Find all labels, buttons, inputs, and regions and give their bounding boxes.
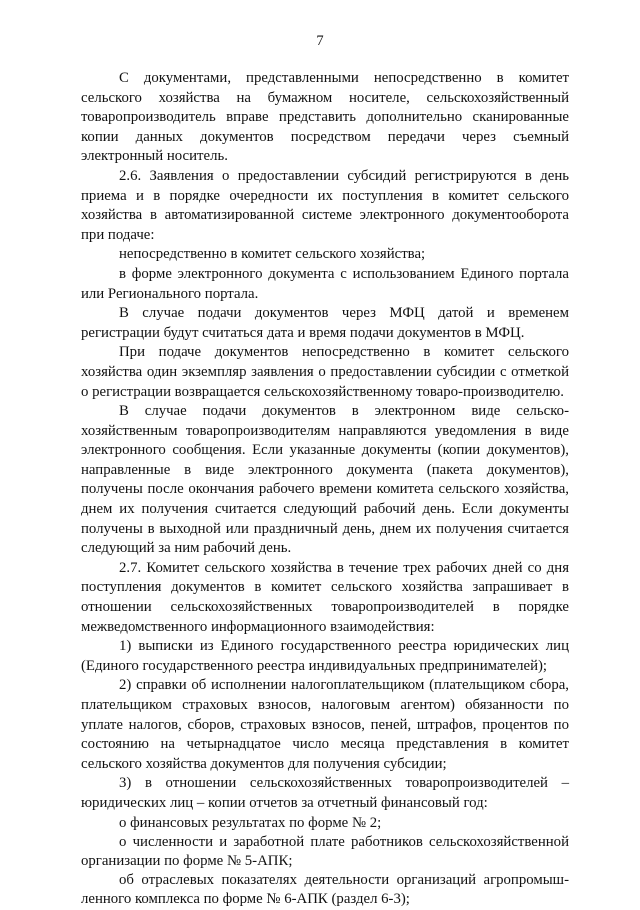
paragraph-paper-copy: При подаче документов непосредственно в комитет сельского хозяйства один экземпляр заявления о предоставлении субсидии с отметкой о регистрации возвращается сельскохозяйственному товаро-производителю. [81, 344, 569, 400]
paragraph-mfc-submission: В случае подачи документов через МФЦ датой и временем регистрации будут считаться дата и время подачи документов в МФЦ. [81, 305, 569, 341]
paragraph-2-7: 2.7. Комитет сельского хозяйства в течение трех рабочих дней со дня поступления документов в комитет сельского хозяйства запрашивает в отношении сельскохозяйственных товаропроизводителей в порядке межведомственного информационного взаимодействия: [81, 559, 569, 635]
paragraph-direct-submission: непосредственно в комитет сельского хозяйства; [119, 246, 426, 263]
list-item-3: 3) в отношении сельскохозяйственных товаропроизводителей – юридических лиц – копии отчетов за отчетный финансовый год: [81, 775, 569, 811]
sub-item-form-6-apk: об отраслевых показателях деятельности организаций агропромыш-ленного комплекса по форме № 6-АПК (раздел 6-3); [81, 872, 569, 908]
page-number: 7 [316, 33, 324, 49]
paragraph-electronic-submission: в форме электронного документа с использованием Единого портала или Регионального портала. [81, 265, 569, 302]
document-body [81, 69, 569, 910]
list-item-2: 2) справки об исполнении налогоплательщиком (плательщиком сбора, плательщиком страховых взносов, налоговым агентом) обязанности по уплате налогов, сборов, страховых взносов, пеней, штрафов, процентов по состоянию на четырнадцатое число месяца представления в комитет сельского хозяйства документов для получения субсидии; [81, 677, 569, 772]
sub-item-form-5-apk: о численности и заработной плате работников сельскохозяйственной организации по форме № 5-АПК; [81, 833, 569, 869]
list-item-1: 1) выписки из Единого государственного реестра юридических лиц (Единого государственного реестра индивидуальных предпринимателей); [81, 638, 569, 674]
paragraph-scanned-copies: С документами, представленными непосредственно в комитет сельского хозяйства на бумажном носителе, сельскохозяйственный товаропроизводитель вправе представить дополнительно сканированные копии данных документов посредством передачи через съемный электронный носитель. [81, 70, 569, 165]
sub-item-form-2: о финансовых результатах по форме № 2; [119, 814, 382, 831]
paragraph-2-6: 2.6. Заявления о предоставлении субсидий регистрируются в день приема и в порядке очередности их поступления в комитет сельского хозяйства в автоматизированной системе электронного документооборота при подаче: [81, 167, 569, 243]
paragraph-electronic-notifications: В случае подачи документов в электронном виде сельско-хозяйственным товаропроизводителям направляются уведомления в виде электронного сообщения. Если указанные документы (копии документов), направленные в виде электронного документа (пакета документов), получены после окончания рабочего времени комитета сельского хозяйства, днем их получения считается следующий рабочий день. Если документы получены в выходной или праздничный день, днем их получения считается следующий за ним рабочий день. [81, 403, 569, 557]
